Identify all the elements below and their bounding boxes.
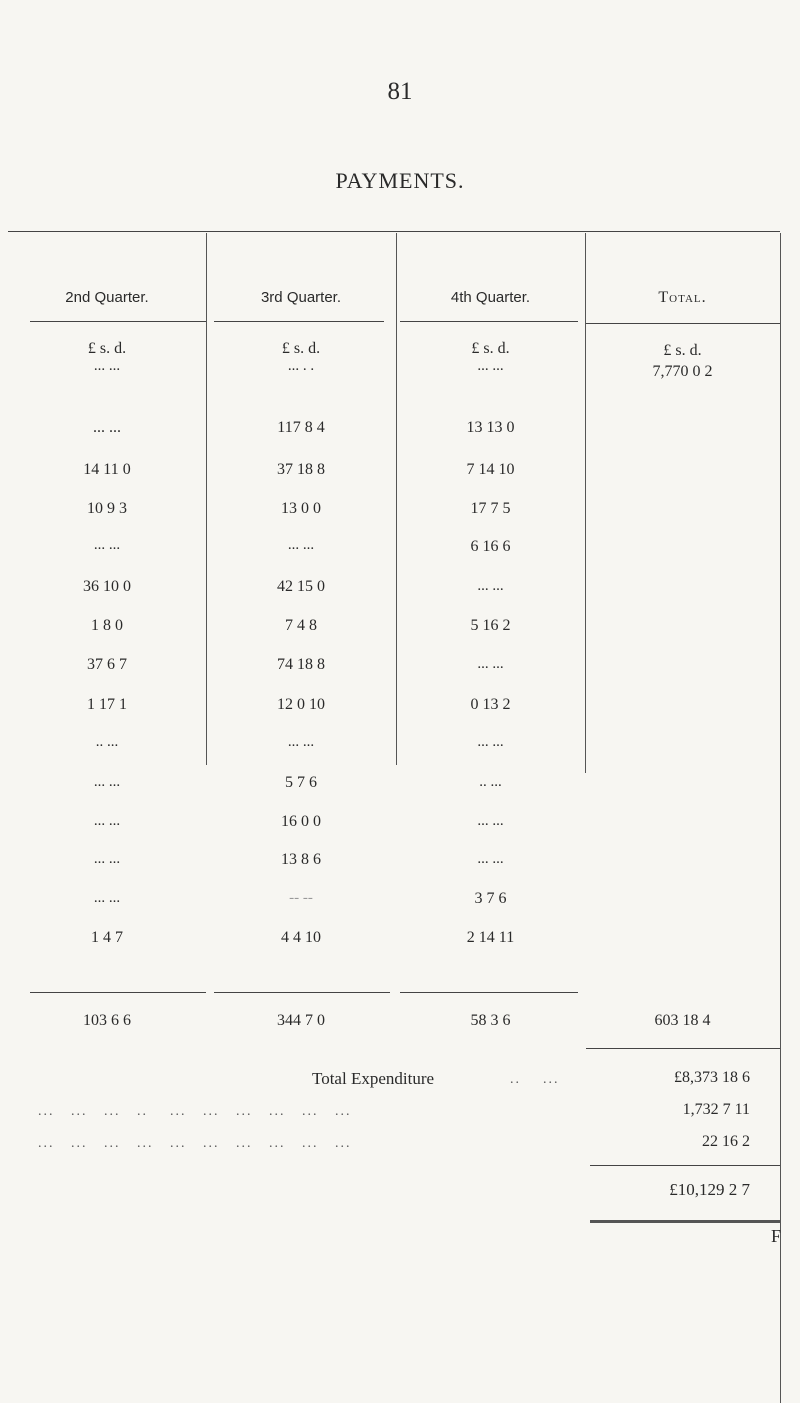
currency-header-3rd: £ s. d. (281, 340, 321, 357)
table-cell: 7,770 0 2 (652, 363, 713, 380)
table-cell: ... ... (477, 578, 504, 594)
header-2nd-quarter: 2nd Quarter. (65, 289, 149, 306)
table-cell: 5 16 2 (470, 617, 511, 634)
column-divider-2 (396, 233, 397, 765)
summary-value-1: £8,373 18 6 (674, 1069, 750, 1086)
header-rule-3 (400, 321, 578, 322)
totals-rule-3 (400, 992, 578, 993)
table-cell: ... ... (287, 537, 315, 553)
total-3rd-quarter: 344 7 0 (277, 1012, 325, 1029)
table-cell: ... ... (287, 734, 315, 750)
table-cell: ... ... (93, 774, 121, 790)
table-cell: 13 13 0 (466, 419, 515, 436)
top-rule (8, 231, 780, 232)
table-cell: ... ... (93, 419, 121, 436)
table-cell: 10 9 3 (87, 500, 127, 517)
header-3rd-quarter: 3rd Quarter. (260, 289, 342, 306)
table-cell: ... ... (93, 358, 121, 374)
signature-letter: F (771, 1226, 782, 1246)
table-cell: ... ... (93, 813, 121, 829)
table-cell: 37 6 7 (87, 656, 127, 673)
table-cell: 1 4 7 (91, 929, 123, 946)
table-cell: ... ... (93, 890, 121, 906)
currency-header-2nd: £ s. d. (87, 340, 127, 357)
table-cell: 1 17 1 (87, 696, 127, 713)
table-cell: ... ... (477, 851, 504, 867)
column-divider-1 (206, 233, 207, 765)
header-rule-4 (586, 323, 780, 324)
page-title: PAYMENTS. (335, 168, 465, 193)
summary-value-3: 22 16 2 (702, 1133, 750, 1150)
table-cell: 2 14 11 (466, 929, 515, 946)
table-cell: 14 11 0 (83, 461, 131, 478)
table-cell: 0 13 2 (470, 696, 511, 713)
table-cell: 3 7 6 (474, 890, 507, 907)
table-cell: 36 10 0 (83, 578, 131, 595)
table-cell: ... ... (93, 537, 121, 553)
table-cell: 1 8 0 (91, 617, 123, 634)
table-cell: -- -- (289, 890, 313, 906)
table-cell: 13 8 6 (281, 851, 321, 868)
table-cell: 117 8 4 (277, 419, 325, 436)
header-rule-1 (30, 321, 206, 322)
table-cell: 74 18 8 (277, 656, 325, 673)
header-4th-quarter: 4th Quarter. (450, 289, 531, 306)
total-expenditure-label: Total Expenditure (312, 1069, 435, 1088)
currency-header-4th: £ s. d. (471, 340, 510, 357)
table-cell: 5 7 6 (285, 774, 317, 791)
table-cell: 16 0 0 (281, 813, 321, 830)
total-4th-quarter: 58 3 6 (470, 1012, 511, 1029)
bottom-rule (590, 1220, 780, 1223)
leader-dots: ... ... ... .. ... ... ... ... ... ... (38, 1104, 352, 1119)
grand-total-rule (590, 1165, 780, 1166)
table-cell: 7 14 10 (466, 461, 515, 478)
table-cell: ... . . (287, 358, 315, 374)
table-cell: 4 4 10 (281, 929, 321, 946)
table-cell: ... ... (477, 656, 504, 672)
summary-value-2: 1,732 7 11 (682, 1101, 750, 1118)
column-divider-3 (585, 233, 586, 773)
table-cell: 12 0 10 (277, 696, 325, 713)
header-total: Total. (658, 289, 707, 306)
header-rule-2 (214, 321, 384, 322)
table-cell: ... ... (477, 734, 504, 750)
leader-dots: ... ... ... ... ... ... ... ... ... ... (38, 1136, 352, 1151)
table-cell: .. ... (479, 774, 502, 790)
page-number: 81 (387, 78, 413, 105)
currency-header-total: £ s. d. (663, 342, 702, 359)
totals-rule-1 (30, 992, 206, 993)
table-cell: 7 4 8 (285, 617, 317, 634)
table-cell: 6 16 6 (470, 538, 511, 555)
total-2nd-quarter: 103 6 6 (83, 1012, 131, 1029)
table-cell: ... ... (93, 851, 121, 867)
table-cell: 17 7 5 (470, 500, 511, 517)
table-cell: ... ... (477, 358, 504, 374)
totals-rule-2 (214, 992, 390, 993)
table-cell: .. ... (95, 734, 119, 750)
table-cell: 37 18 8 (277, 461, 325, 478)
grand-total: £10,129 2 7 (669, 1180, 750, 1199)
total-column-rule (586, 1048, 780, 1049)
table-cell: ... ... (477, 813, 504, 829)
table-cell: 42 15 0 (277, 578, 325, 595)
table-cell: 13 0 0 (281, 500, 321, 517)
total-overall: 603 18 4 (654, 1012, 711, 1029)
leader-dots: .. ... (510, 1072, 560, 1087)
